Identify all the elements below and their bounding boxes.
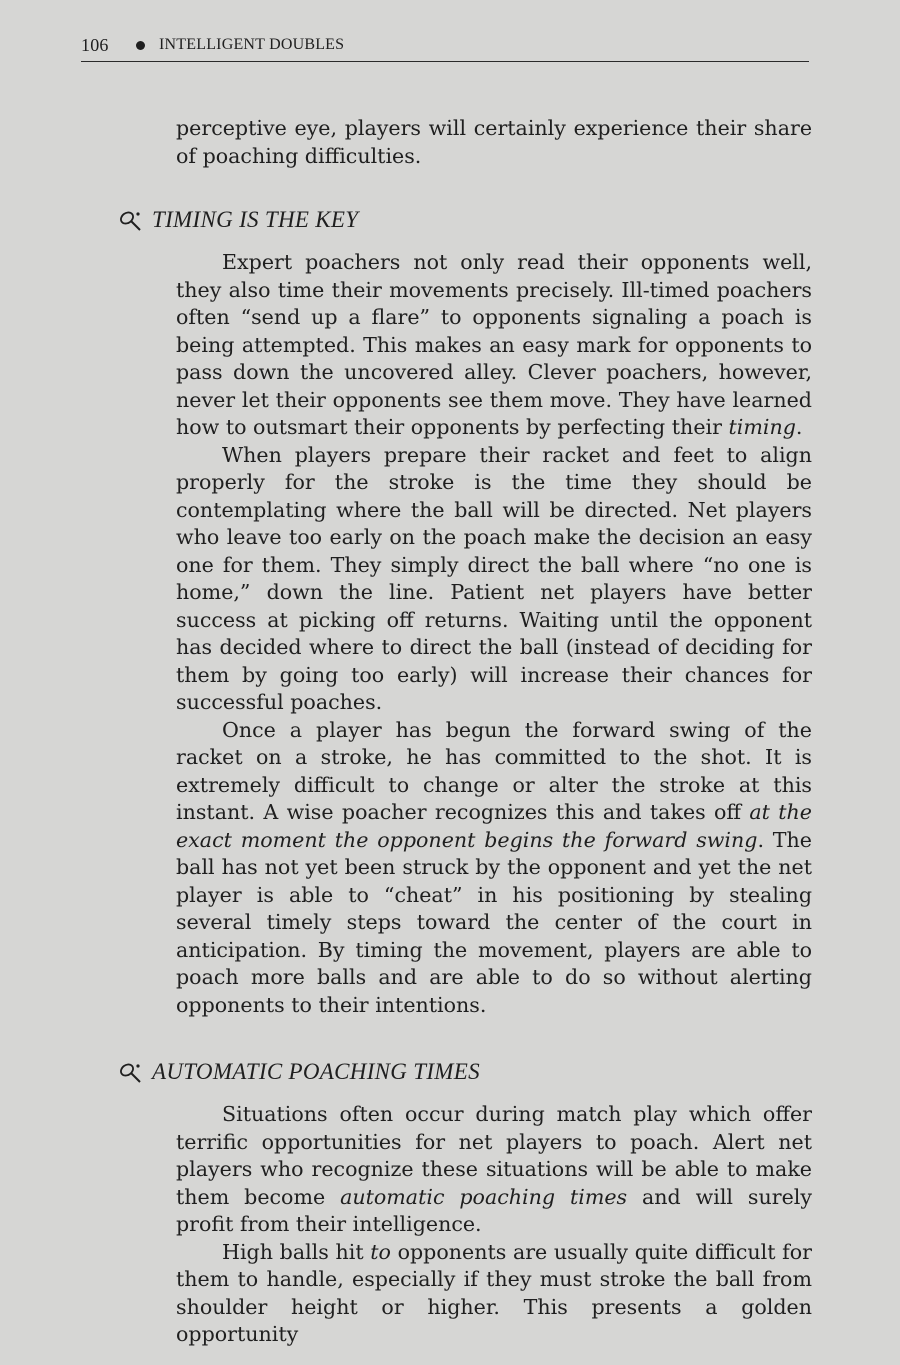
text-run: . The ball has not yet been struck by the opponent and yet the net player is able to “cheat” in his positioning by stealing several timely steps toward the center of the court in anticipation. By timing the movement, players are able to poach more balls and are able to do so without alerting opponents to their intentions. bbox=[176, 827, 812, 1017]
paragraph bbox=[176, 717, 812, 1020]
text-run: opponents are usually quite difficult for them to handle, especially if they must stroke the ball from shoulder height or higher. This presents a golden opportunity bbox=[176, 1239, 812, 1346]
emphasis: at the exact moment the opponent begins the forward swing bbox=[176, 800, 812, 852]
section-title: AUTOMATIC POACHING TIMES bbox=[152, 1059, 480, 1084]
intro-paragraph: perceptive eye, players will certainly experience their share of poaching difficulties. bbox=[176, 116, 812, 168]
racket-icon bbox=[118, 1060, 144, 1086]
running-title: INTELLIGENT DOUBLES bbox=[159, 36, 345, 53]
paragraph bbox=[176, 1239, 812, 1349]
text-run: Situations often occur during match play which offer terrific opportunities for net players to poach. Alert net players who recognize these situations will be able to make them become bbox=[176, 1102, 812, 1209]
page-body bbox=[152, 115, 812, 1349]
section-heading-timing bbox=[118, 207, 812, 237]
page-header bbox=[81, 33, 809, 62]
bullet-dot-icon bbox=[136, 41, 145, 50]
section-title: TIMING IS THE KEY bbox=[152, 207, 359, 232]
text-run: Expert poachers not only read their opponents well, they also time their movements precisely. Ill-timed poachers often “send up a flare” to opponents signaling a poach is being attempted. This makes an easy mark for opponents to pass down the uncovered alley. Clever poachers, however, never let their opponents see them move. They have learned how to outsmart their opponents by perfecting their bbox=[176, 250, 812, 439]
paragraph bbox=[176, 1101, 812, 1239]
emphasis: automatic poaching times bbox=[340, 1184, 628, 1209]
emphasis: to bbox=[370, 1239, 391, 1264]
text-run: and will surely profit from their intelligence. bbox=[176, 1184, 812, 1236]
emphasis: timing bbox=[728, 415, 796, 439]
section-heading-automatic-poaching bbox=[118, 1059, 812, 1089]
racket-icon bbox=[118, 208, 144, 234]
text-run: High balls hit bbox=[222, 1239, 371, 1264]
paragraph bbox=[176, 249, 812, 442]
paragraph: When players prepare their racket and feet to align properly for the stroke is the time they should be contemplating where the ball will be directed. Net players who leave too early on the poach make the decision an easy one for them. They simply direct the ball where “no one is home,” down the line. Patient net players have better success at picking off returns. Waiting until the opponent has decided where to direct the ball (instead of deciding for them by going too early) will increase their chances for successful poaches. bbox=[176, 442, 812, 714]
page-number: 106 bbox=[81, 35, 109, 55]
text-run: Once a player has begun the forward swing of the racket on a stroke, he has committed to the shot. It is extremely difficult to change or alter the stroke at this instant. A wise poacher recognizes this and takes off bbox=[176, 717, 812, 824]
text-run: . bbox=[795, 415, 803, 439]
